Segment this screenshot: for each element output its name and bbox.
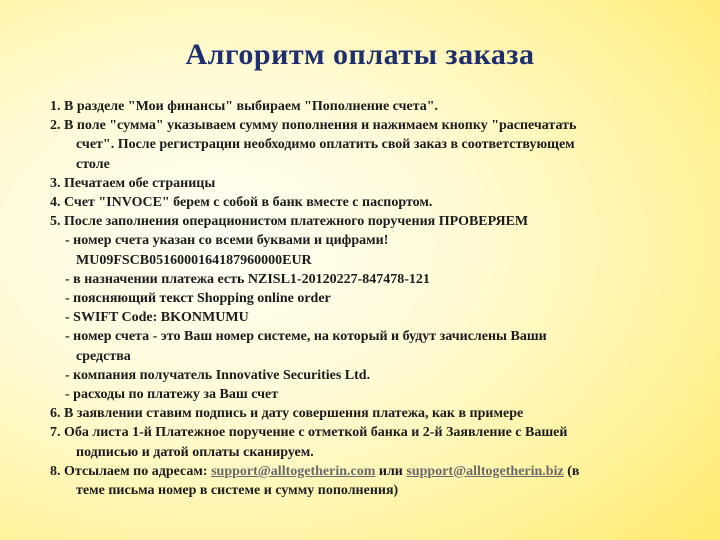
step-7-continued: подписью и датой оплаты сканируем. [76,444,314,460]
check-explanatory-text: - поясняющий текст Shopping online order [65,291,331,307]
step-3: 3. Печатаем обе страницы [50,175,216,191]
check-swift-code: - SWIFT Code: BKONMUMU [65,310,249,326]
step-4: 4. Счет "INVOCE" берем с собой в банк вместе с паспортом. [50,195,433,211]
slide-content [50,97,710,500]
step-8 [50,462,710,481]
step-5: 5. После заполнения операционистом платежного поручения ПРОВЕРЯЕМ [50,214,529,230]
step-7: 7. Оба листа 1-й Платежное поручение с отметкой банка и 2-й Заявление с Вашей [50,425,568,441]
step-8-continued: теме письма номер в системе и сумму пополнения) [76,483,399,499]
check-system-number: - номер счета - это Ваш номер системе, на который и будут зачислены Ваши [65,329,547,345]
check-payment-purpose: - в назначении платежа есть NZISL1-20120227-847478-121 [65,271,430,287]
step-2: 2. В поле "сумма" указываем сумму пополнения и нажимаем кнопку "распечатать [50,118,577,134]
step-1: 1. В разделе "Мои финансы" выбираем "Пополнение счета". [50,99,439,114]
slide-title: Алгоритм оплаты заказа [185,38,535,71]
step-2-continued-2: столе [76,156,110,172]
step-8-prefix: 8. Отсылаем по адресам: [50,463,212,479]
step-2-continued: счет". После регистрации необходимо оплатить свой заказ в соответствующем [76,137,575,153]
check-recipient-company: - компания получатель Innovative Securities Ltd. [65,367,371,383]
step-6: 6. В заявлении ставим подпись и дату совершения платежа, как в примере [50,406,524,422]
step-8-suffix: (в [563,463,580,479]
check-system-number-continued: средства [76,348,131,364]
step-8-or: или [375,463,407,479]
support-email-link-com[interactable]: support@alltogetherin.com [211,463,376,479]
check-payment-fees: - расходы по платежу за Ваш счет [65,387,279,403]
check-account-number: - номер счета указан со всеми буквами и цифрами! [65,233,389,249]
support-email-link-biz[interactable]: support@alltogetherin.biz [406,463,564,479]
account-number-value: MU09FSCB0516000164187960000EUR [76,252,312,268]
